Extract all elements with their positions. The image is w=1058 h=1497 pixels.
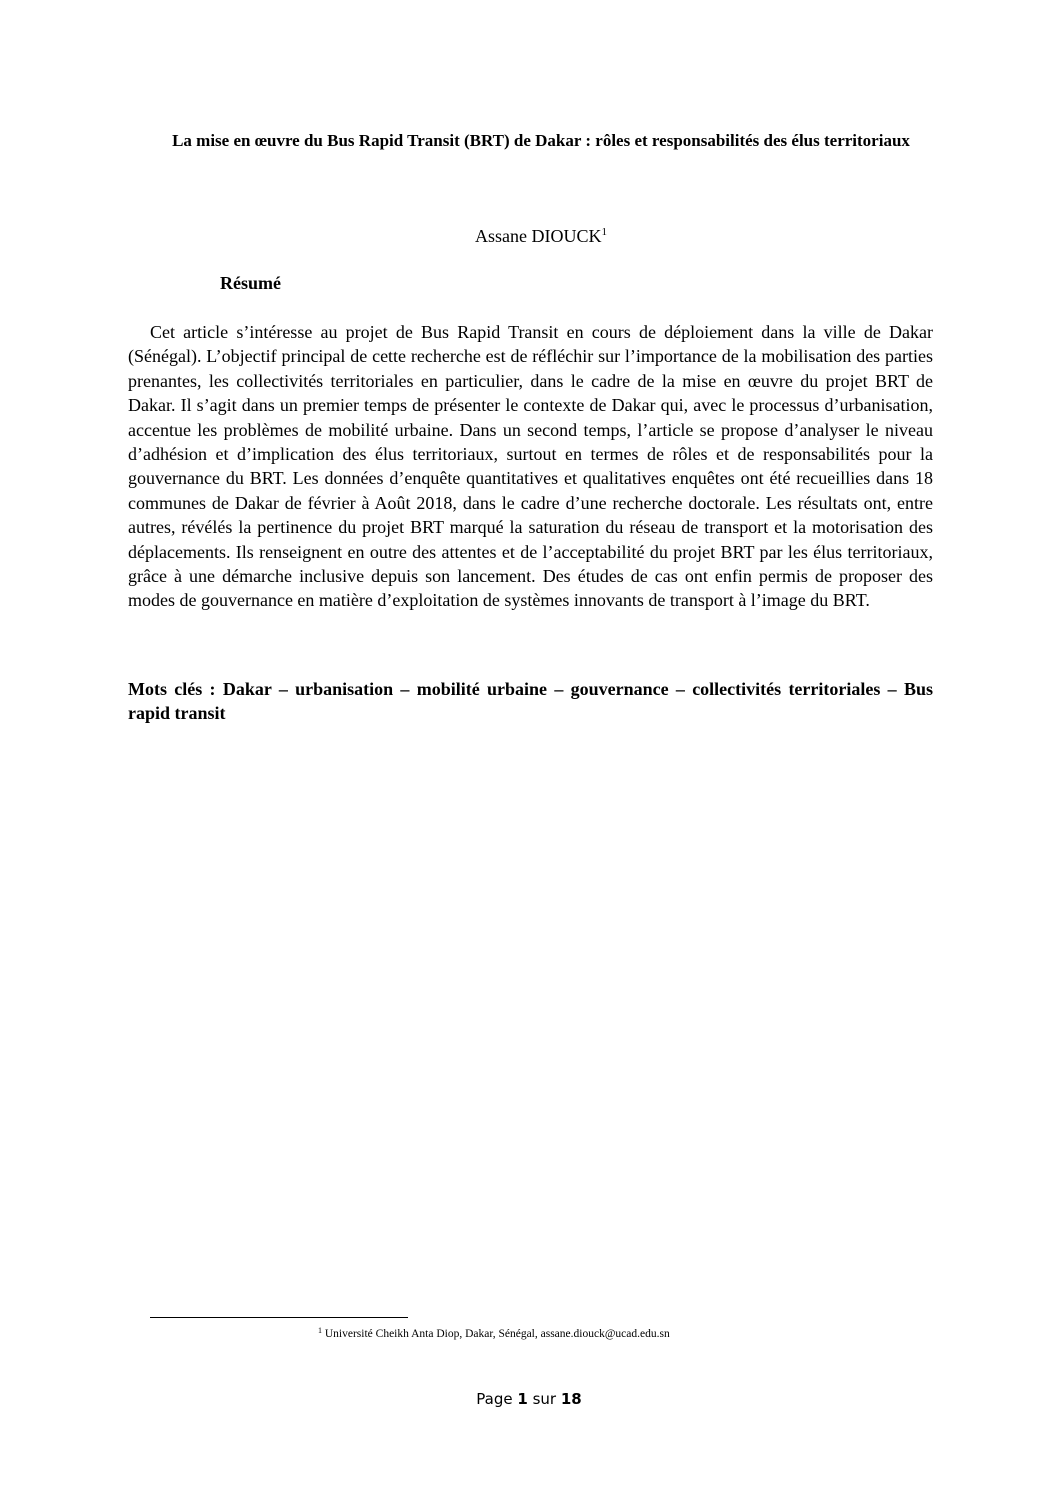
paper-title: La mise en œuvre du Bus Rapid Transit (BRT) de Dakar : rôles et responsabilités des élus territoriaux [172, 131, 910, 150]
page-label: Page [476, 1390, 518, 1408]
page-number-footer [0, 1389, 1058, 1409]
abstract-heading: Résumé [220, 273, 281, 293]
footnote-separator [150, 1317, 408, 1318]
page-separator: sur [527, 1390, 561, 1408]
abstract-text: Cet article s’intéresse au projet de Bus Rapid Transit en cours de déploiement dans la ville de Dakar (Sénégal). L’objectif principal de cette recherche est de réfléchir sur l’importance de la mobilisation des parties prenantes, les collectivités territoriales en particulier, dans le cadre de la mise en œuvre du projet BRT de Dakar. Il s’agit dans un premier temps de présenter le contexte de Dakar qui, avec le processus d’urbanisation, accentue les problèmes de mobilité urbaine. Dans un second temps, l’article se propose d’analyser le niveau d’adhésion et d’implication des élus territoriaux, surtout en termes de rôles et de responsabilités pour la gouvernance du BRT. Les données d’enquête quantitatives et qualitatives enquêtes ont été recueillies dans 18 communes de Dakar de février à Août 2018, dans le cadre d’une recherche doctorale. Les résultats ont, entre autres, révélés la pertinence du projet BRT marqué la saturation du réseau de transport et la motorisation des déplacements. Ils renseignent en outre des attentes et de l’acceptabilité du projet BRT par les élus territoriaux, grâce à une démarche inclusive depuis son lancement. Des études de cas ont enfin permis de proposer des modes de gouvernance en matière d’exploitation de systèmes innovants de transport à l’image du BRT. [128, 322, 933, 611]
author-footnote-mark: 1 [601, 226, 607, 238]
author-line [128, 224, 954, 248]
footnote-mark: 1 [318, 1326, 322, 1335]
keywords: Mots clés : Dakar – urbanisation – mobilité urbaine – gouvernance – collectivités territoriales – Bus rapid transit [128, 679, 933, 723]
author-name: Assane DIOUCK [475, 226, 602, 246]
page-current: 1 [517, 1390, 528, 1408]
footnote-text: Université Cheikh Anta Diop, Dakar, Sénégal, assane.diouck@ucad.edu.sn [322, 1328, 670, 1340]
footnote [318, 1327, 670, 1342]
page-total: 18 [560, 1390, 582, 1408]
